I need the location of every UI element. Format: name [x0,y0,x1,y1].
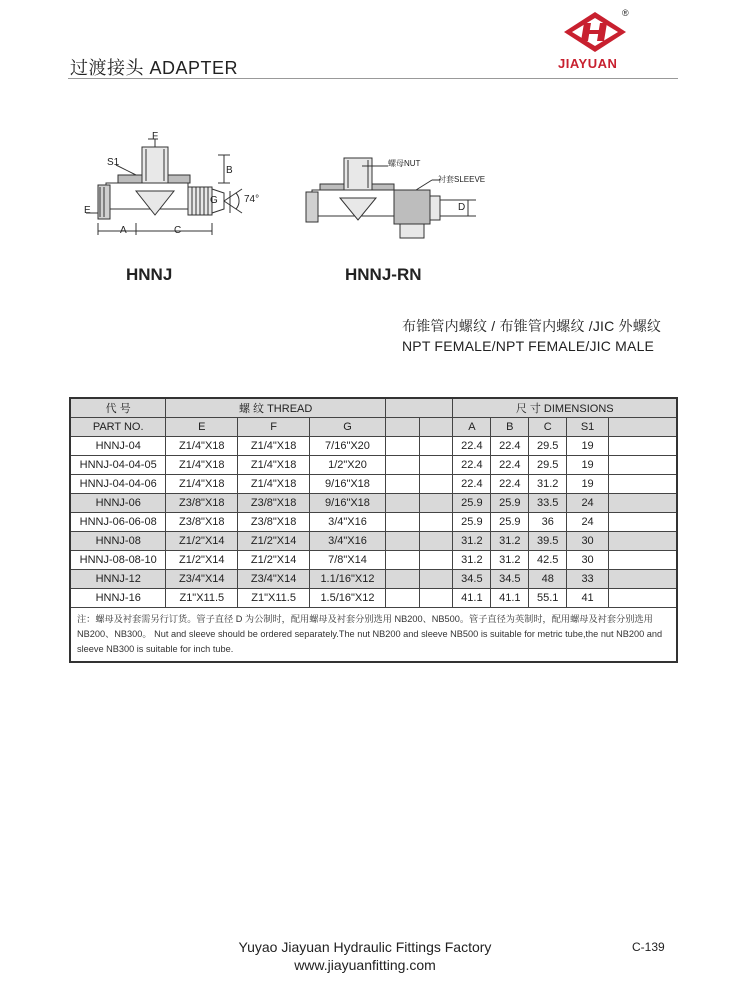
table-cell: 30 [567,551,609,570]
table-cell: Z1/4"X18 [166,475,238,494]
table-note: 注：螺母及衬套需另行订货。管子直径 D 为公制时，配用螺母及衬套分别选用 NB200、NB500。管子直径为英制时，配用螺母及衬套分别选用 NB200、NB300。 Nut and sleeve should be ordered separately.The nut NB200 and sleeve NB500 is suitable for metric tube,the nut NB200 and sleeve NB300 is suitable for inch tube. [70,608,677,663]
table-cell: 9/16"X18 [310,494,386,513]
col-blank-2 [419,418,453,437]
table-cell: 1/2"X20 [310,456,386,475]
table-cell: 29.5 [529,456,567,475]
table-cell: 24 [567,494,609,513]
model-hnnj: HNNJ [126,265,173,284]
table-cell: 31.2 [529,475,567,494]
table-cell: 7/8"X14 [310,551,386,570]
table-cell: 36 [529,513,567,532]
table-cell [419,589,453,608]
table-cell [419,513,453,532]
label-s1: S1 [107,157,120,168]
label-b: B [226,165,233,176]
jiayuan-logo [560,10,630,54]
table-cell: HNNJ-12 [70,570,166,589]
header-thread: 螺 纹 THREAD [166,398,386,418]
table-cell: 25.9 [453,513,491,532]
table-cell: 55.1 [529,589,567,608]
spec-table [69,397,678,663]
registered-mark: ® [622,8,629,18]
table-cell [385,456,419,475]
table-cell: HNNJ-08 [70,532,166,551]
table-cell: 39.5 [529,532,567,551]
table-cell: 24 [567,513,609,532]
table-row [70,494,677,513]
table-cell: 9/16"X18 [310,475,386,494]
description-en: NPT FEMALE/NPT FEMALE/JIC MALE [402,338,655,354]
table-cell: 31.2 [453,551,491,570]
header-blank [385,398,453,418]
table-cell [608,551,677,570]
footer [0,938,730,974]
footer-company: Yuyao Jiayuan Hydraulic Fittings Factory [238,939,492,955]
table-cell: 19 [567,437,609,456]
table-cell [419,456,453,475]
table-cell: HNNJ-04-04-05 [70,456,166,475]
table-cell: HNNJ-06 [70,494,166,513]
table-cell [419,437,453,456]
table-cell [385,570,419,589]
table-row [70,532,677,551]
label-c: C [174,225,182,236]
table-cell [419,475,453,494]
table-cell: 22.4 [491,475,529,494]
table-cell: Z1/2"X14 [238,551,310,570]
table-row [70,456,677,475]
table-cell: 1.1/16"X12 [310,570,386,589]
table-cell: 3/4"X16 [310,513,386,532]
hnnj-drawing [78,131,268,245]
page-number: C-139 [632,940,665,954]
table-cell: 33.5 [529,494,567,513]
table-cell: 22.4 [491,456,529,475]
label-g: G [210,195,218,206]
table-cell: 33 [567,570,609,589]
table-cell: 22.4 [453,437,491,456]
table-cell [608,494,677,513]
label-f: F [152,131,159,142]
table-cell [385,475,419,494]
table-cell: 34.5 [491,570,529,589]
table-cell: 34.5 [453,570,491,589]
table-cell: Z3/8"X18 [238,494,310,513]
table-cell: 48 [529,570,567,589]
table-cell [385,437,419,456]
col-part-no: PART NO. [70,418,166,437]
col-b: B [491,418,529,437]
label-d: D [458,202,466,213]
table-cell: 29.5 [529,437,567,456]
table-row [70,437,677,456]
table-cell: Z1/4"X18 [238,456,310,475]
label-angle: 74° [244,194,260,205]
col-blank-3 [608,418,677,437]
table-cell: 3/4"X16 [310,532,386,551]
table-cell [385,532,419,551]
col-a: A [453,418,491,437]
table-cell: Z3/4"X14 [166,570,238,589]
table-cell [608,475,677,494]
table-cell [608,589,677,608]
table-row [70,475,677,494]
label-e: E [84,205,91,216]
table-column-header [70,418,677,437]
table-cell: Z3/4"X14 [238,570,310,589]
table-body [70,437,677,608]
table-cell: Z3/8"X18 [166,513,238,532]
table-note-row [70,608,677,663]
header-divider [68,78,678,79]
table-cell: Z3/8"X18 [166,494,238,513]
table-cell: 22.4 [453,456,491,475]
col-blank-1 [385,418,419,437]
table-cell: 31.2 [491,551,529,570]
header-dimensions: 尺 寸 DIMENSIONS [453,398,677,418]
table-cell: 22.4 [491,437,529,456]
table-cell [608,570,677,589]
table-cell: HNNJ-04 [70,437,166,456]
table-cell: Z1/2"X14 [166,551,238,570]
table-row [70,513,677,532]
table-cell: 25.9 [491,494,529,513]
header-part-cn: 代 号 [70,398,166,418]
table-cell: 25.9 [491,513,529,532]
label-a: A [120,225,127,236]
col-e: E [166,418,238,437]
table-cell: 42.5 [529,551,567,570]
col-f: F [238,418,310,437]
footer-website: www.jiayuanfitting.com [294,957,436,973]
table-cell: 25.9 [453,494,491,513]
table-cell [385,551,419,570]
table-cell [608,513,677,532]
logo-mark-icon [560,10,630,54]
table-cell: Z3/8"X18 [238,513,310,532]
col-g: G [310,418,386,437]
table-cell [419,532,453,551]
table-cell: 19 [567,456,609,475]
table-cell: 41.1 [453,589,491,608]
table-cell: 41 [567,589,609,608]
table-cell: 31.2 [491,532,529,551]
table-cell: Z1"X11.5 [238,589,310,608]
table-cell: HNNJ-08-08-10 [70,551,166,570]
table-row [70,589,677,608]
table-group-header [70,398,677,418]
table-cell [419,570,453,589]
table-cell: HNNJ-16 [70,589,166,608]
table-cell: 19 [567,475,609,494]
page-title: 过渡接头 ADAPTER [70,58,239,78]
col-s1: S1 [567,418,609,437]
table-cell: Z1/4"X18 [166,437,238,456]
table-cell: 1.5/16"X12 [310,589,386,608]
table-row [70,570,677,589]
table-cell [419,494,453,513]
description-cn: 布锥管内螺纹 / 布锥管内螺纹 /JIC 外螺纹 [402,318,662,334]
table-cell: Z1/2"X14 [238,532,310,551]
table-cell: Z1/2"X14 [166,532,238,551]
table-cell [385,494,419,513]
table-cell: 41.1 [491,589,529,608]
table-cell: HNNJ-04-04-06 [70,475,166,494]
table-cell [608,456,677,475]
table-cell: 30 [567,532,609,551]
table-cell [608,437,677,456]
table-cell: Z1/4"X18 [238,437,310,456]
table-cell: HNNJ-06-06-08 [70,513,166,532]
table-row [70,551,677,570]
brand-name: JIAYUAN [558,56,618,71]
table-cell [419,551,453,570]
model-hnnj-rn: HNNJ-RN [345,265,422,284]
table-cell: 31.2 [453,532,491,551]
table-cell: Z1/4"X18 [166,456,238,475]
table-cell: 7/16"X20 [310,437,386,456]
table-cell [385,513,419,532]
col-c: C [529,418,567,437]
table-cell [608,532,677,551]
table-cell: Z1"X11.5 [166,589,238,608]
table-cell: Z1/4"X18 [238,475,310,494]
label-nut: 螺母NUT [388,159,421,168]
label-sleeve: 衬套SLEEVE [438,175,486,184]
hnnj-rn-drawing [300,150,500,245]
table-cell: 22.4 [453,475,491,494]
table-cell [385,589,419,608]
